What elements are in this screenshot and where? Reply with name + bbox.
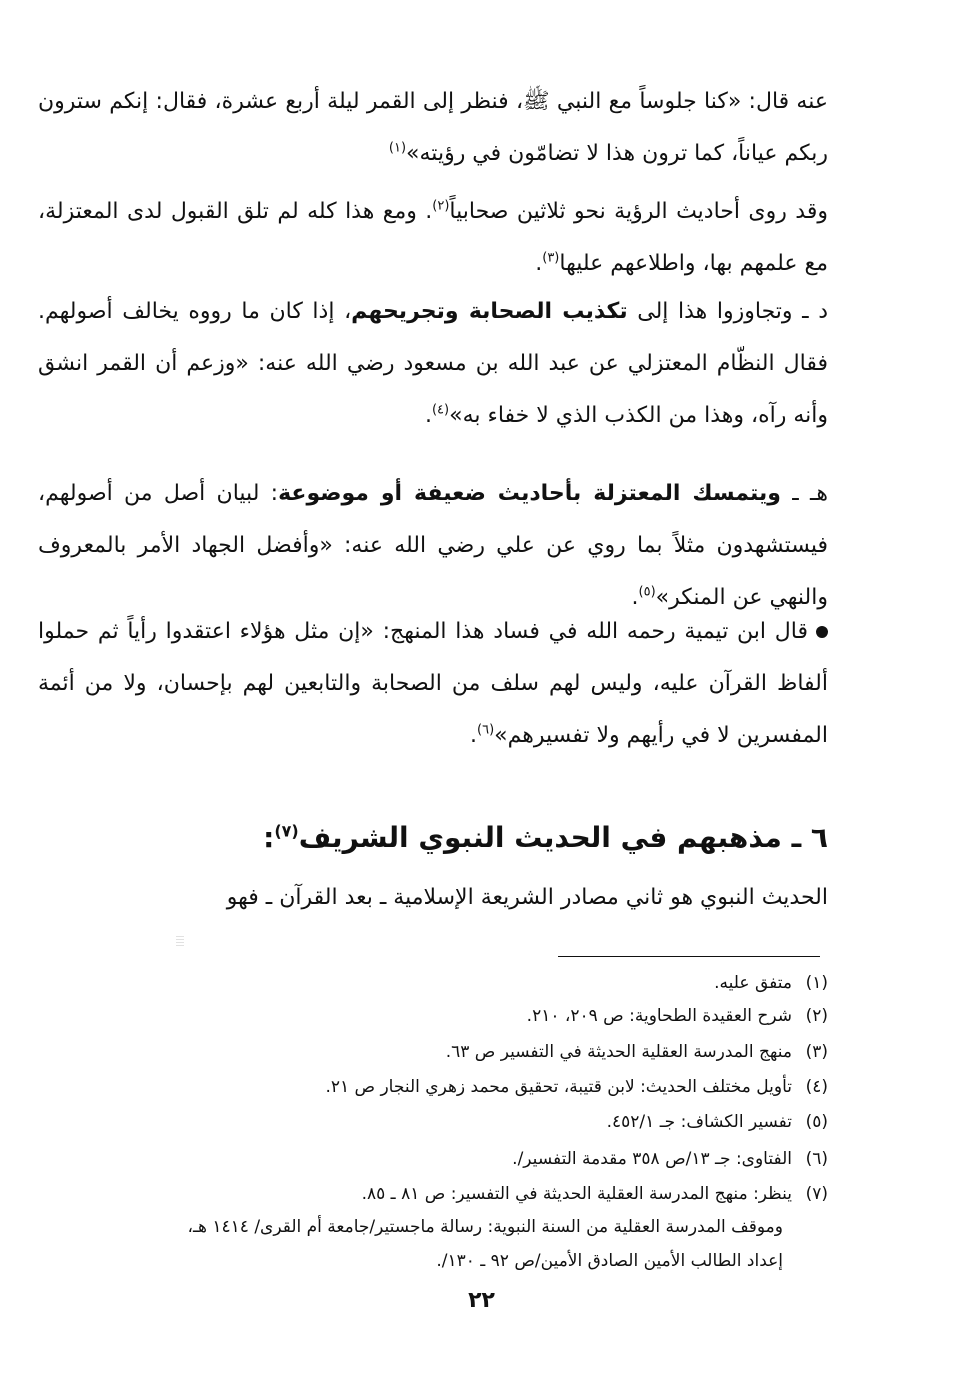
- paragraph-2: [38, 186, 828, 290]
- paragraph-3-end: .: [424, 403, 432, 428]
- paragraph-6: [38, 872, 828, 924]
- section-heading-end: :: [263, 821, 275, 854]
- footnote-2: [38, 1001, 828, 1031]
- footnote-ref-2[interactable]: (٢): [432, 198, 450, 214]
- bullet-icon: [816, 626, 828, 638]
- footnote-7-continuation-2: إعداد الطالب الأمين الصادق الأمين/ص ٩٢ ـ ١٣٠/.: [436, 1251, 783, 1271]
- page-number: ٢٢: [468, 1288, 495, 1313]
- footnote-2-text: شرح العقيدة الطحاوية: ص ٢٠٩، ٢١٠.: [526, 1006, 792, 1026]
- footnote-ref-6[interactable]: (٦): [477, 722, 495, 738]
- footnote-3: [38, 1037, 828, 1067]
- paragraph-5-end: .: [470, 723, 478, 748]
- footnote-4: [38, 1072, 828, 1102]
- footnote-2-num: (٢): [805, 1006, 828, 1026]
- footnote-1-num: (١): [805, 973, 828, 993]
- footnote-ref-7[interactable]: (٧): [274, 821, 299, 841]
- footnote-separator: [558, 956, 820, 957]
- paragraph-2-end: .: [535, 251, 543, 276]
- footnote-4-num: (٤): [805, 1077, 828, 1097]
- footnote-1-text: متفق عليه.: [714, 973, 792, 993]
- scan-speck: [176, 934, 184, 946]
- footnote-5: [38, 1107, 828, 1137]
- paragraph-2-text-a: وقد روى أحاديث الرؤية نحو ثلاثين صحابياً: [449, 199, 828, 224]
- footnote-5-text: تفسير الكشاف: جـ ٤٥٢/١.: [606, 1112, 792, 1132]
- paragraph-1-text: عنه قال: «كنا جلوساً مع النبي ﷺ، فنظر إلى القمر ليلة أربع عشرة، فقال: إنكم سترون ربكم عياناً، كما ترون هذا لا تضامّون في رؤيته»: [38, 89, 828, 166]
- footnote-6-num: (٦): [805, 1149, 828, 1169]
- footnote-ref-4[interactable]: (٤): [431, 402, 450, 418]
- footnote-7-continuation-1: وموقف المدرسة العقلية من السنة النبوية: رسالة ماجستير/جامعة أم القرى/ ١٤١٤ هـ،: [187, 1217, 783, 1237]
- paragraph-4-bold: ويتمسك المعتزلة بأحاديث ضعيفة أو موضوعة: [278, 481, 781, 506]
- paragraph-3: [38, 286, 828, 442]
- paragraph-3-lead: د ـ وتجاوزوا هذا إلى: [627, 299, 828, 324]
- footnote-3-num: (٣): [805, 1042, 828, 1062]
- paragraph-4-end: .: [631, 585, 639, 610]
- paragraph-4: [38, 468, 828, 624]
- footnote-7-num: (٧): [805, 1184, 828, 1204]
- footnote-7-text: ينظر: منهج المدرسة العقلية الحديثة في التفسير: ص ٨١ ـ ٨٥.: [361, 1184, 792, 1204]
- paragraph-3-text: ، إذا كان ما رووه يخالف أصولهم. فقال النظّام المعتزلي عن عبد الله بن مسعود رضي الله عنه: «وزعم أن القمر انشق وأنه رآه، وهذا من الكذب الذي لا خفاء به»: [38, 299, 828, 428]
- footnote-ref-3[interactable]: (٣): [542, 250, 560, 266]
- paragraph-1: [38, 76, 828, 180]
- footnote-ref-5[interactable]: (٥): [638, 584, 656, 600]
- paragraph-2-text-b: . ومع هذا كله لم تلق القبول لدى المعتزلة، مع علمهم بها، واطلاعهم عليها: [38, 199, 828, 276]
- footnote-1: [38, 968, 828, 998]
- paragraph-5: [38, 606, 828, 762]
- footnote-7: [38, 1179, 828, 1209]
- footnote-5-num: (٥): [805, 1112, 828, 1132]
- paragraph-3-bold: تكذيب الصحابة وتجريحهم: [351, 299, 628, 324]
- paragraph-6-text: الحديث النبوي هو ثاني مصادر الشريعة الإسلامية ـ بعد القرآن ـ فهو: [226, 885, 828, 910]
- section-heading-text: ٦ ـ مذهبهم في الحديث النبوي الشريف: [298, 821, 828, 854]
- footnote-6-text: الفتاوى: جـ ١٣/ص ٣٥٨ مقدمة التفسير/.: [512, 1149, 792, 1169]
- footnote-4-text: تأويل مختلف الحديث: لابن قتيبة، تحقيق محمد زهري النجار ص ٢١.: [325, 1077, 792, 1097]
- paragraph-4-text: : لبيان أصل من أصولهم، فيستشهدون مثلاً بما روي عن علي رضي الله عنه: «وأفضل الجهاد الأمر بالمعروف والنهي عن المنكر»: [38, 481, 828, 610]
- footnote-6: [38, 1144, 828, 1174]
- paragraph-5-text: قال ابن تيمية رحمه الله في فساد هذا المنهج: «إن مثل هؤلاء اعتقدوا رأياً ثم حملوا ألفاظ القرآن عليه، وليس لهم سلف من الصحابة والتابعين لهم بإحسان، ولا من أئمة المفسرين لا في رأيهم ولا تفسيرهم»: [38, 619, 828, 748]
- footnote-ref-1[interactable]: (١): [388, 140, 407, 156]
- section-heading: [38, 812, 828, 864]
- paragraph-4-lead: هـ ـ: [780, 481, 828, 506]
- footnote-3-text: منهج المدرسة العقلية الحديثة في التفسير ص ٦٣.: [445, 1042, 792, 1062]
